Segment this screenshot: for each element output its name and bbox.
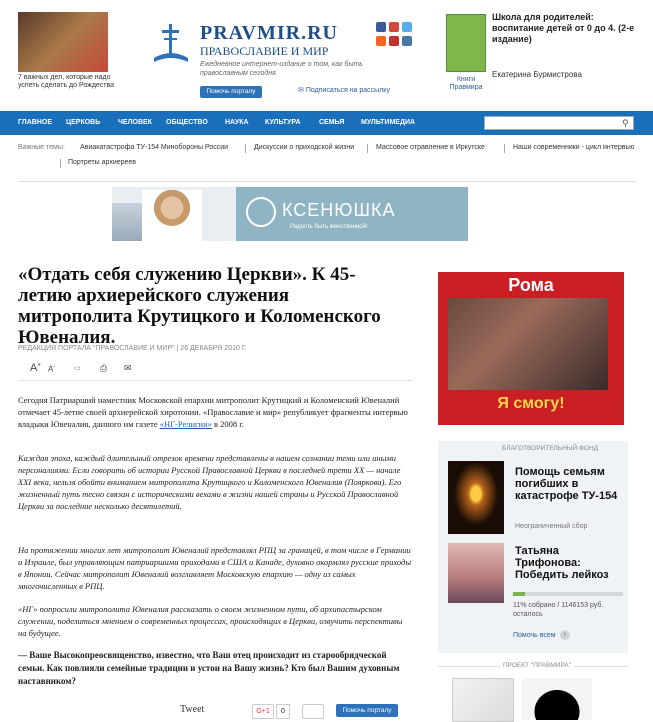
- article-paragraph: Каждая эпоха, каждый длительный отрезок времени представлены в нашем сознании теми или иными персоналиями. Если говорить об истории Русской Православной Церкви в последней трети XX — начале XXI века, нельзя обойти вниманием митрополита Крутицкого и Коломенского Ювеналия (Пояркова). Его жизненный путь тесно связан с историческими вехами в жизни нашей страны и Русской Православной Церкви за последние несколько десятилетий.: [18, 453, 402, 511]
- help-portal-button[interactable]: Помочь порталу: [200, 86, 262, 98]
- logo-title[interactable]: PRAVMIR.RU: [200, 22, 338, 44]
- search-icon[interactable]: ⚲: [622, 118, 629, 128]
- youtube-icon[interactable]: [389, 36, 399, 46]
- girl-photo[interactable]: [448, 543, 504, 603]
- rss-icon[interactable]: [376, 36, 386, 46]
- logo-subtitle: ПРАВОСЛАВИЕ И МИР: [200, 44, 329, 58]
- divider: [60, 159, 61, 168]
- gplus-button[interactable]: G+1: [252, 704, 274, 719]
- book-author: Екатерина Бурмистрова: [492, 70, 582, 79]
- font-increase-button[interactable]: A+: [30, 362, 41, 374]
- nav-item-church[interactable]: ЦЕРКОВЬ: [66, 119, 101, 126]
- email-icon[interactable]: ✉: [124, 363, 132, 373]
- divider: [18, 181, 636, 182]
- twitter-icon[interactable]: [402, 22, 412, 32]
- help-all-link[interactable]: Помочь всем: [513, 632, 556, 639]
- topic-link[interactable]: Портреты архиереев: [68, 159, 137, 166]
- banner-woman-image: [142, 190, 202, 241]
- facebook-icon[interactable]: [376, 22, 386, 32]
- article-title: «Отдать себя служению Церкви». К 45-летию архиерейского служения митрополита Крутицкого и Коломенского Ювеналия.: [18, 264, 381, 348]
- google-icon[interactable]: [389, 22, 399, 32]
- divider: [18, 380, 413, 381]
- topics-label: Важные темы:: [18, 144, 65, 151]
- nav-item-society[interactable]: ОБЩЕСТВО: [166, 119, 208, 126]
- comments-icon[interactable]: ▭: [74, 365, 81, 372]
- topic-link[interactable]: Наши современники - цикл интервью: [513, 144, 635, 151]
- nav-item-culture[interactable]: КУЛЬТУРА: [265, 119, 301, 126]
- flower-icon: [246, 197, 276, 227]
- article-paragraph: На протяжении многих лет митрополит Ювеналий представлял РПЦ за границей, в том числе в Германии и Израиле, был управляющим патриаршими приходами в США и Канаде, духовно окормлял русские приходы в Японии. Сейчас митрополит Ювеналий возглавляет Московскую епархию — одну из самых многочисленных в РПЦ.: [18, 545, 412, 591]
- article-question: — Ваше Высокопреосвященство, известно, что Ваш отец происходит из старообрядческой семьи. Как повлияли семейные традиции и устои на Вашу жизнь? Кто был Вашим духовным наставником?: [18, 650, 400, 686]
- promo-caption[interactable]: 7 важных дел, которые надо успеть сделать до Рождества: [18, 74, 115, 89]
- progress-bar: [513, 592, 623, 596]
- sidebar-ad-photo[interactable]: [448, 298, 608, 390]
- topic-link[interactable]: Авиакатастрофа ТУ-154 Минобороны России: [80, 144, 229, 151]
- subscribe-link[interactable]: ✉ Подписаться на рассылку: [298, 87, 390, 94]
- candle-image[interactable]: [448, 461, 504, 534]
- project-header: ПРОЕКТ "ПРАВМИРА": [500, 662, 574, 669]
- nav-item-person[interactable]: ЧЕЛОВЕК: [118, 119, 152, 126]
- books-link[interactable]: Книги Правмира: [449, 76, 483, 91]
- gplus-count: 0: [276, 704, 290, 719]
- article-byline: РЕДАКЦИЯ ПОРТАЛА "ПРАВОСЛАВИЕ И МИР" | 26 ДЕКАБРЯ 2010 Г.: [18, 345, 247, 352]
- charity-title-1[interactable]: Помощь семьям погибших в катастрофе ТУ-154: [515, 466, 618, 502]
- arrow-right-icon[interactable]: ›: [560, 630, 570, 640]
- print-icon[interactable]: ⎙: [100, 363, 108, 373]
- divider: [504, 144, 505, 153]
- divider: [367, 144, 368, 153]
- charity-header: БЛАГОТВОРИТЕЛЬНЫЙ ФОНД: [502, 445, 599, 452]
- article-lead: Сегодня Патриарший наместник Московской епархии митрополит Крутицкий и Коломенский Ювеналий отмечает 45-летие своей архиерейской хиротонии. «Православие и мир» републикует фрагменты интервью владыки Ювеналия, данного им газете «НГ-Религии» в 2008 г.: [18, 395, 408, 429]
- tagline: Ежедневное интернет-издание о том, как быть православным сегодня: [200, 61, 363, 77]
- facebook-share-icon[interactable]: [302, 704, 324, 719]
- font-decrease-button[interactable]: A-: [48, 364, 56, 374]
- divider: [245, 144, 246, 153]
- project-image[interactable]: [522, 678, 592, 720]
- vk-icon[interactable]: [402, 36, 412, 46]
- logo-icon[interactable]: [152, 20, 190, 66]
- project-image[interactable]: [452, 678, 514, 722]
- progress-fill: [513, 592, 525, 596]
- promo-image[interactable]: [18, 12, 108, 72]
- charity-status-2: 11% собрано / 1146153 руб. осталось: [513, 602, 604, 618]
- nav-item-science[interactable]: НАУКА: [225, 119, 249, 126]
- banner-logo[interactable]: КСЕНЮШКА: [282, 200, 396, 220]
- sidebar-ad-title[interactable]: Рома: [508, 275, 554, 295]
- tweet-button[interactable]: Tweet: [180, 704, 205, 715]
- nav-item-main[interactable]: ГЛАВНОЕ: [18, 119, 52, 126]
- nav-item-multimedia[interactable]: МУЛЬТИМЕДИА: [361, 119, 416, 126]
- charity-title-2[interactable]: Татьяна Трифонова: Победить лейкоз: [515, 545, 609, 581]
- article-paragraph: «НГ» попросили митрополита Ювеналия рассказать о своем жизненном пути, об архипастырском служении, поделиться мнением о современных процессах, происходящих в Церкви, озвучить перспективы на будущее.: [18, 604, 403, 638]
- mail-icon: ✉: [298, 87, 306, 94]
- topic-link[interactable]: Массовое отравление в Иркутске: [376, 144, 485, 151]
- book-title[interactable]: Школа для родителей: воспитание детей от 0 до 4. (2-е издание): [492, 12, 635, 44]
- ng-religion-link[interactable]: «НГ-Религии»: [159, 419, 212, 429]
- search-input[interactable]: [484, 116, 634, 130]
- banner-tagline: Радость быть женственной!: [290, 224, 368, 230]
- topic-link[interactable]: Дискуссии о приходской жизни: [254, 144, 355, 151]
- nav-item-family[interactable]: СЕМЬЯ: [319, 119, 345, 126]
- sidebar-ad-slogan[interactable]: Я смогу!: [497, 395, 565, 412]
- book-cover[interactable]: [446, 14, 486, 72]
- charity-status-1: Неограниченный сбор: [515, 523, 588, 530]
- help-portal-button-bottom[interactable]: Помочь порталу: [336, 704, 398, 717]
